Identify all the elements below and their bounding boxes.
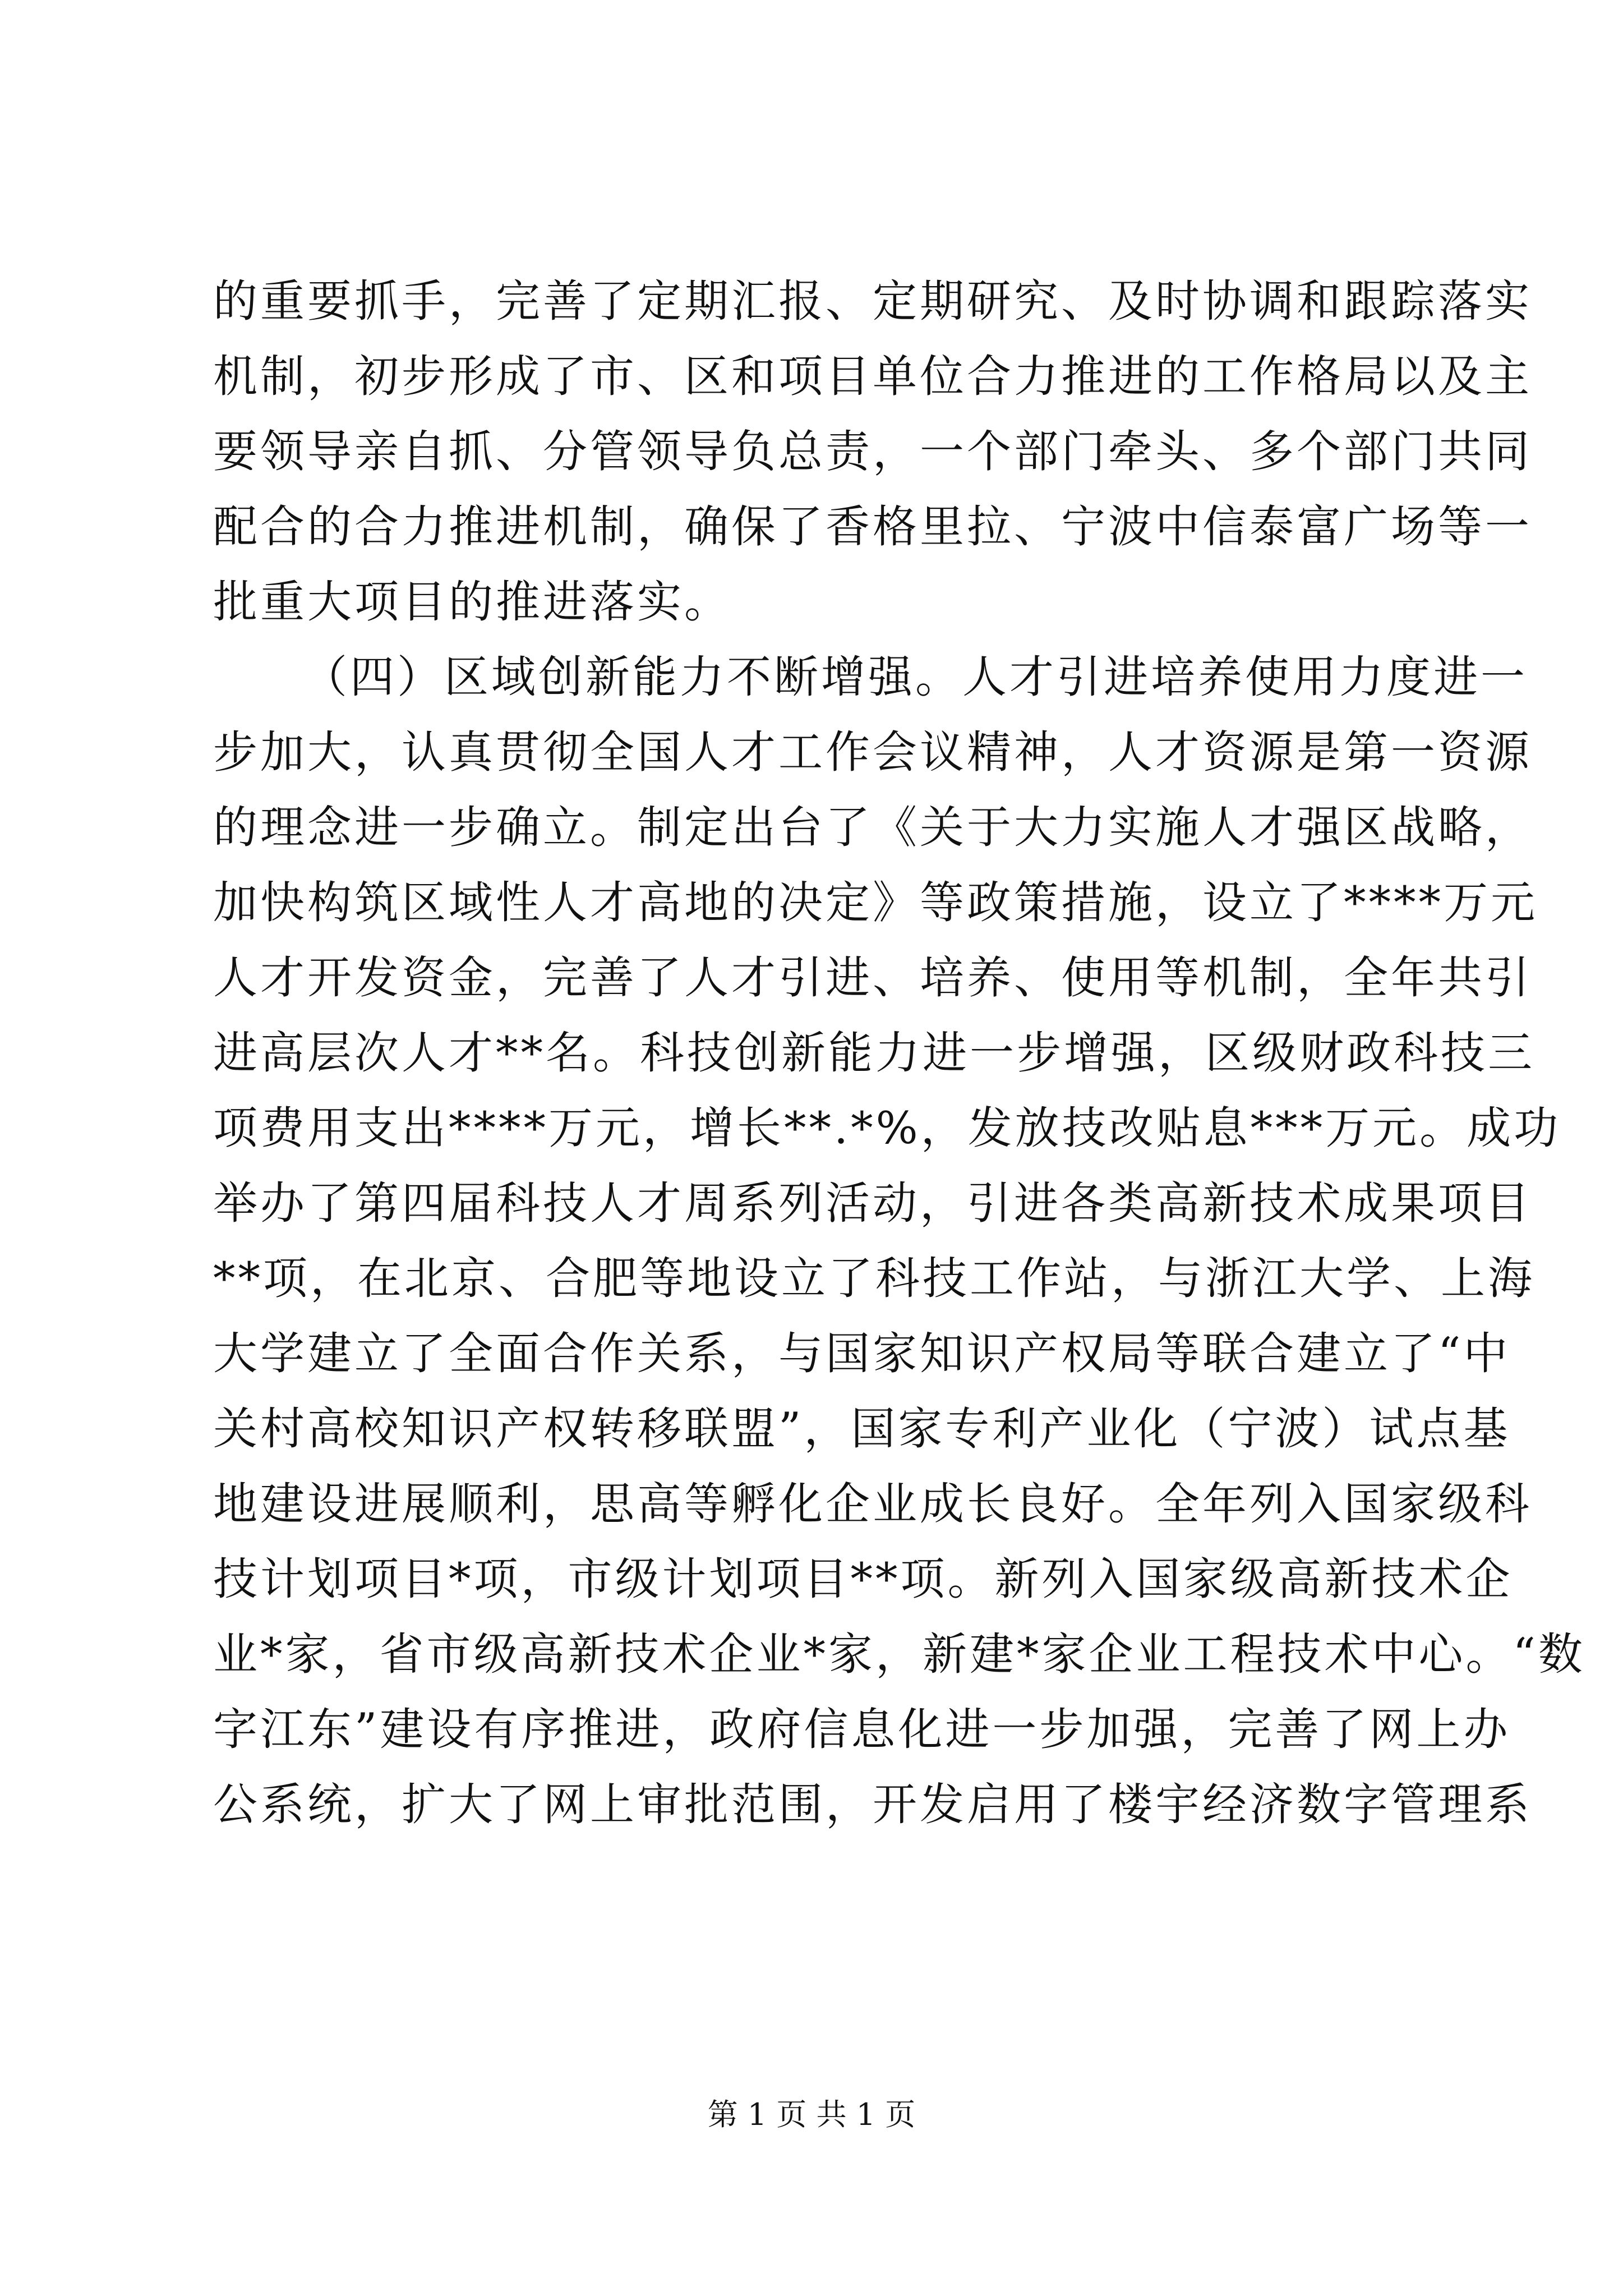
text-line: 举办了第四届科技人才周系列活动，引进各类高新技术成果项目 xyxy=(213,1177,1532,1229)
text-line: 业*家，省市级高新技术企业*家，新建*家企业工程技术中心。“数 xyxy=(213,1628,1585,1680)
text-line-paragraph-end: 批重大项目的推进落实。 xyxy=(213,576,731,628)
text-line: 关村高校知识产权转移联盟”，国家专利产业化（宁波）试点基 xyxy=(213,1403,1511,1455)
text-line: 配合的合力推进机制，确保了香格里拉、宁波中信泰富广场等一 xyxy=(213,501,1532,553)
text-line: 地建设进展顺利，思高等孵化企业成长良好。全年列入国家级科 xyxy=(213,1478,1532,1530)
text-line: 大学建立了全面合作关系，与国家知识产权局等联合建立了“中 xyxy=(213,1328,1511,1379)
text-line: **项，在北京、合肥等地设立了科技工作站，与浙江大学、上海 xyxy=(213,1253,1535,1304)
text-line: 技计划项目*项，市级计划项目**项。新列入国家级高新技术企 xyxy=(213,1553,1513,1605)
text-line: 步加大，认真贯彻全国人才工作会议精神，人才资源是第一资源 xyxy=(213,726,1532,778)
page-footer: 第 1 页 共 1 页 xyxy=(707,2097,916,2132)
text-line: 字江东”建设有序推进，政府信息化进一步加强，完善了网上办 xyxy=(213,1704,1511,1755)
text-line: 要领导亲自抓、分管领导负总责，一个部门牵头、多个部门共同 xyxy=(213,426,1532,477)
text-line: 项费用支出****万元，增长**.*%，发放技改贴息***万元。成功 xyxy=(213,1102,1561,1154)
section-heading-line: （四）区域创新能力不断增强。人才引进培养使用力度进一 xyxy=(303,651,1528,703)
text-line: 公系统，扩大了网上审批范围，开发启用了楼宇经济数字管理系 xyxy=(213,1779,1532,1830)
text-line: 加快构筑区域性人才高地的决定》等政策措施，设立了****万元 xyxy=(213,877,1538,928)
text-line: 的重要抓手，完善了定期汇报、定期研究、及时协调和跟踪落实 xyxy=(213,275,1532,327)
text-line: 机制，初步形成了市、区和项目单位合力推进的工作格局以及主 xyxy=(213,351,1532,402)
text-line: 人才开发资金，完善了人才引进、培养、使用等机制，全年共引 xyxy=(213,952,1532,1004)
body-text xyxy=(213,264,1585,1842)
text-line: 进高层次人才**名。科技创新能力进一步增强，区级财政科技三 xyxy=(213,1027,1535,1079)
text-line: 的理念进一步确立。制定出台了《关于大力实施人才强区战略， xyxy=(213,802,1532,853)
